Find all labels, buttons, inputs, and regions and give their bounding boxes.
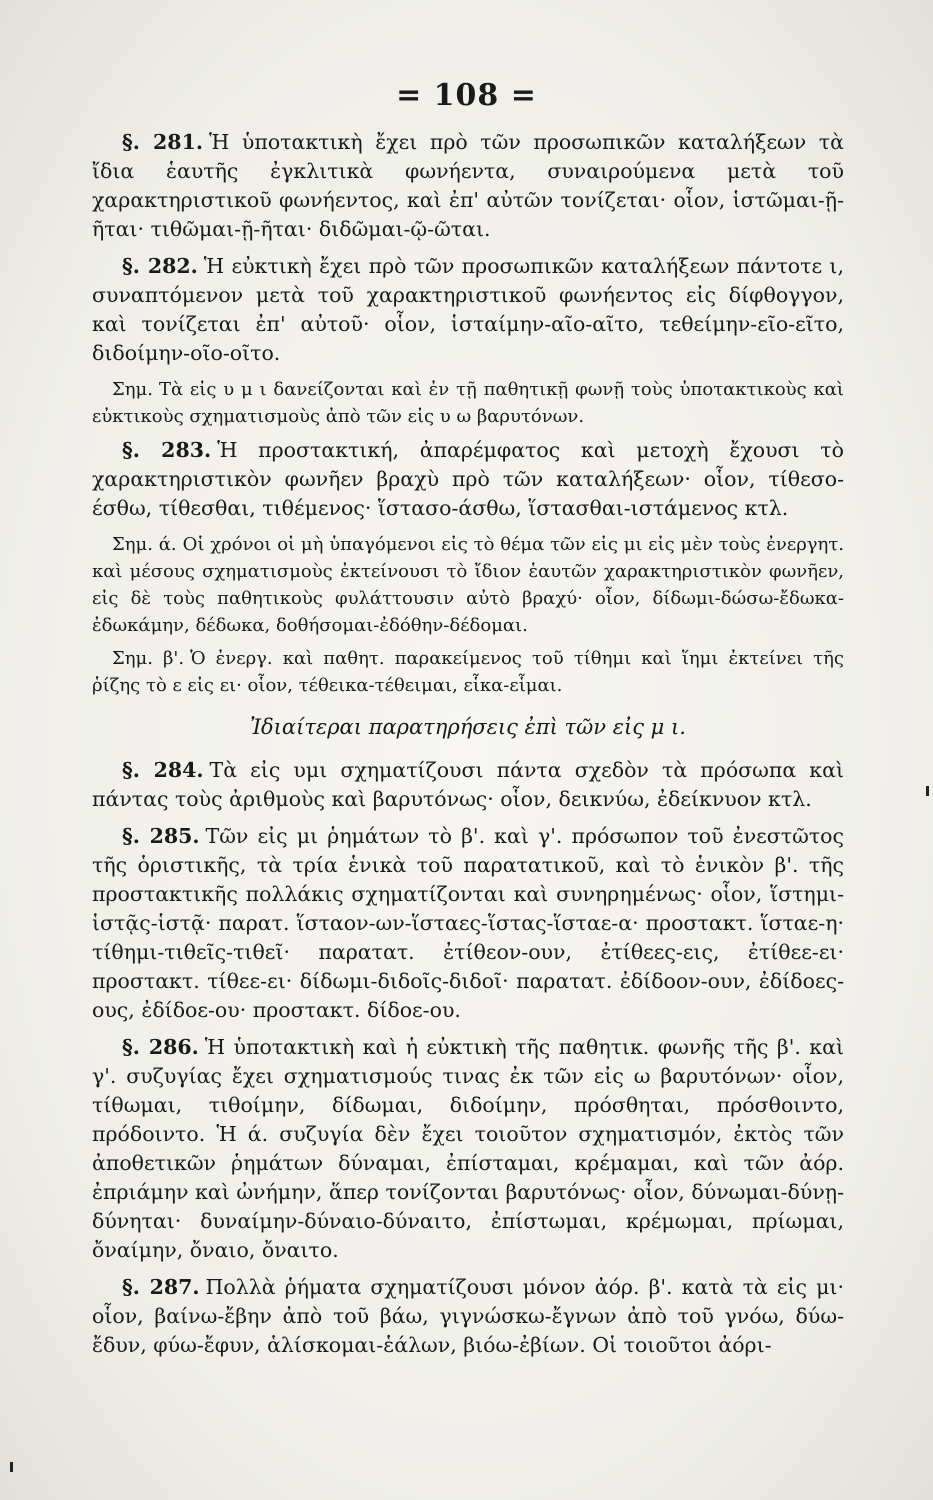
note-a bbox=[92, 531, 844, 639]
page-body bbox=[92, 128, 844, 1368]
paragraph-text: Τῶν εἰς μι ῥημάτων τὸ β'. καὶ γ'. πρόσωπον τοῦ ἐνεστῶτος τῆς ὁριστικῆς, τὰ τρία ἑνικὰ τοῦ παρατατικοῦ, καὶ τὸ ἑνικὸν β'. τῆς προστακτικῆς πολλάκις σχηματίζονται καὶ συνηρημένως· οἷον, ἵστημι-ἱστᾷς-ἱστᾷ· παρατ. ἵσταον-ων-ἵσταες-ἵστας-ἵσταε-α· προστακτ. ἵσταε-η· τίθημι-τιθεῖς-τιθεῖ· παρατατ. ἐτίθεον-ουν, ἐτίθεες-εις, ἐτίθεε-ει· προστακτ. τίθεε-ει· δίδωμι-διδοῖς-διδοῖ· παρατατ. ἐδίδοον-ουν, ἐδίδοες-ους, ἐδίδοε-ου· προστακτ. δίδοε-ου. bbox=[92, 824, 844, 1022]
paragraph-text: Πολλὰ ῥήματα σχηματίζουσι μόνον ἀόρ. β'. κατὰ τὰ εἰς μι· οἷον, βαίνω-ἔβην ἀπὸ τοῦ βάω, γιγνώσκω-ἔγνων ἀπὸ τοῦ γνόω, δύω-ἔδυν, φύω-ἔφυν, ἁλίσκομαι-ἑάλων, βιόω-ἐβίων. Οἱ τοιοῦτοι ἀόρι- bbox=[92, 1275, 844, 1357]
section-number: §. 281. bbox=[122, 130, 203, 154]
section-number: §. 282. bbox=[122, 254, 198, 278]
section-number: §. 287. bbox=[122, 1275, 200, 1299]
paragraph-text: Ἡ εὐκτικὴ ἔχει πρὸ τῶν προσωπικῶν καταλήξεων πάντοτε ι, συναπτόμενον μετὰ τοῦ χαρακτηριστικοῦ φωνήεντος εἰς δίφθογγον, καὶ τονίζεται ἐπ' αὐτοῦ· οἷον, ἱσταίμην-αῖο-αῖτο, τεθείμην-εῖο-εῖτο, διδοίμην-οῖο-οῖτο. bbox=[92, 254, 844, 365]
paragraph-283 bbox=[92, 436, 844, 523]
paragraph-286 bbox=[92, 1033, 844, 1265]
section-number: §. 283. bbox=[122, 438, 212, 462]
paragraph-282 bbox=[92, 252, 844, 368]
note-text: Τὰ εἰς υ μ ι δανείζονται καὶ ἐν τῇ παθητικῇ φωνῇ τοὺς ὑποτακτικοὺς καὶ εὐκτικοὺς σχηματισμοὺς ἀπὸ τῶν εἰς υ ω βαρυτόνων. bbox=[92, 379, 844, 427]
note-label: Σημ. ά. bbox=[112, 534, 177, 555]
note-label: Σημ. β'. bbox=[112, 648, 185, 669]
paragraph-text: Ἡ ὑποτακτικὴ ἔχει πρὸ τῶν προσωπικῶν καταλήξεων τὰ ἴδια ἑαυτῆς ἐγκλιτικὰ φωνήεντα, συναιρούμενα μετὰ τοῦ χαρακτηριστικοῦ φωνήεντος, καὶ ἐπ' αὐτῶν τονίζεται· οἷον, ἱστῶμαι-ῇ-ῆται· τιθῶμαι-ῇ-ῆται· διδῶμαι-ῷ-ῶται. bbox=[92, 130, 844, 241]
note-text: Ὁ ἐνεργ. καὶ παθητ. παρακείμενος τοῦ τίθημι καὶ ἵημι ἐκτείνει τῆς ῥίζης τὸ ε εἰς ει· οἷον, τέθεικα-τέθειμαι, εἷκα-εἷμαι. bbox=[92, 648, 844, 696]
note-label: Σημ. bbox=[112, 379, 153, 400]
page-number: = 108 = bbox=[396, 78, 537, 113]
paragraph-284 bbox=[92, 756, 844, 814]
page-edge-mark bbox=[926, 786, 929, 796]
paragraph-281 bbox=[92, 128, 844, 244]
note-b bbox=[92, 645, 844, 699]
paragraph-285 bbox=[92, 822, 844, 1025]
section-number: §. 286. bbox=[122, 1035, 199, 1059]
section-number: §. 285. bbox=[122, 824, 200, 848]
section-number: §. 284. bbox=[122, 758, 204, 782]
note-1 bbox=[92, 376, 844, 430]
paragraph-text: Ἡ προστακτική, ἀπαρέμφατος καὶ μετοχὴ ἔχουσι τὸ χαρακτηριστικὸν φωνῆεν βραχὺ πρὸ τῶν καταλήξεων· οἷον, τίθεσο-έσθω, τίθεσθαι, τιθέμενος· ἵστασο-άσθω, ἵστασθαι-ιστάμενος κτλ. bbox=[92, 438, 844, 520]
section-heading: Ἰδιαίτεραι παρατηρήσεις ἐπὶ τῶν εἰς μ ι. bbox=[250, 715, 686, 739]
paragraph-text: Ἡ ὑποτακτικὴ καὶ ἡ εὐκτικὴ τῆς παθητικ. φωνῆς τῆς β'. καὶ γ'. συζυγίας ἔχει σχηματισμούς τινας ἐκ τῶν εἰς ω βαρυτόνων· οἷον, τίθωμαι, τιθοίμην, δίδωμαι, διδοίμην, πρόσθηται, πρόσθοιντο, πρόδοιντο. Ἡ ά. συζυγία δὲν ἔχει τοιοῦτον σχηματισμόν, ἐκτὸς τῶν ἀποθετικῶν ῥημάτων δύναμαι, ἐπίσταμαι, κρέμαμαι, καὶ τῶν ἀόρ. ἐπριάμην καὶ ὠνήμην, ἅπερ τονίζονται βαρυτόνως· οἷον, δύνωμαι-δύνῃ-δύνηται· δυναίμην-δύναιο-δύναιτο, ἐπίστωμαι, κρέμωμαι, πρίωμαι, ὄναίμην, ὄναιο, ὄναιτο. bbox=[92, 1035, 844, 1262]
note-text: Οἱ χρόνοι οἱ μὴ ὑπαγόμενοι εἰς τὸ θέμα τῶν εἰς μι εἰς μὲν τοὺς ἐνεργητ. καὶ μέσους σχηματισμοὺς ἐκτείνουσι τὸ ἴδιον ἑαυτῶν χαρακτηριστικὸν φωνῆεν, εἰς δὲ τοὺς παθητικοὺς φυλάττουσιν αὐτὸ βραχύ· οἷον, δίδωμι-δώσω-ἔδωκα-ἐδωκάμην, δέδωκα, δοθήσομαι-ἐδόθην-δέδομαι. bbox=[92, 534, 845, 636]
paragraph-text: Τὰ εἰς υμι σχηματίζουσι πάντα σχεδὸν τὰ πρόσωπα καὶ πάντας τοὺς ἀριθμοὺς καὶ βαρυτόνως· οἷον, δεικνύω, ἐδείκνυον κτλ. bbox=[92, 758, 844, 811]
paragraph-287 bbox=[92, 1273, 844, 1360]
page-edge-mark bbox=[10, 1462, 13, 1472]
